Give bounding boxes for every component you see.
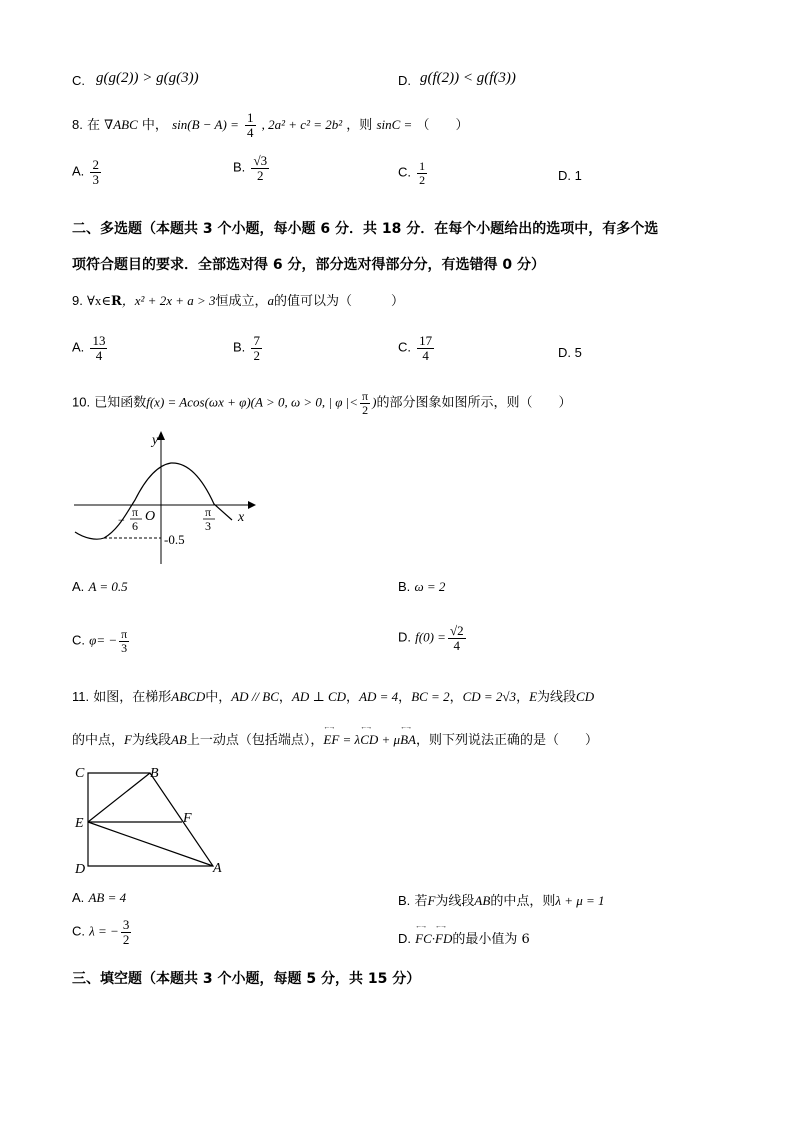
q11-label-b: B xyxy=(150,766,159,781)
q9-option-c-den: 4 xyxy=(422,347,429,363)
q8-text-mid: 中， xyxy=(141,118,168,133)
q9-option-c-label: C. xyxy=(398,339,411,355)
q10-tick1-num: π xyxy=(132,505,139,519)
q8-ask: sinC = xyxy=(376,117,413,132)
q10-tick1-sign: − xyxy=(118,513,125,527)
q10-option-b xyxy=(398,579,445,595)
q11-option-b xyxy=(398,890,605,909)
q11-vector-ef: ←→ EF xyxy=(323,732,339,748)
q10-text-a: 已知函数 xyxy=(94,395,147,411)
q11-stem-line2 xyxy=(72,729,598,748)
q8-text-post: ，则 xyxy=(346,118,373,133)
q10-option-c-pre: φ= − xyxy=(89,632,118,648)
q11-l1-g: ， xyxy=(346,690,360,705)
q11-l1-o: 为线段 xyxy=(537,690,577,705)
q8-option-a-label: A. xyxy=(72,163,85,179)
q11-l2-c: 为线段 xyxy=(131,733,171,748)
q9-option-b-den: 2 xyxy=(253,347,260,363)
q11-option-d-dot: · xyxy=(431,931,436,946)
q7-option-c-expr: g(g(2)) > g(g(3)) xyxy=(96,70,199,86)
q11-label-d: D xyxy=(75,862,86,876)
q8-fraction-denominator: 4 xyxy=(247,125,254,140)
q8-triangle: ∇ABC xyxy=(104,117,138,132)
q9-option-c-num: 17 xyxy=(419,333,433,348)
q11-option-c-pre: λ = − xyxy=(89,923,119,939)
q9-option-b xyxy=(233,334,264,362)
q11-option-a-label: A. xyxy=(72,890,85,905)
section2-heading-line1: 二、多选题（本题共 3 个小题，每小题 6 分．共 18 分．在每个小题给出的选项中，有多个选 xyxy=(72,221,659,237)
q11-number: 11. xyxy=(72,689,90,704)
q10-tick1-den: 6 xyxy=(132,519,138,533)
q8-fraction xyxy=(245,111,256,139)
q11-option-b-c: 为线段 xyxy=(435,894,475,909)
q11-option-c-den: 2 xyxy=(122,931,130,947)
q10-option-b-label: B. xyxy=(398,579,411,594)
q11-option-b-e: 的中点，则 xyxy=(490,894,556,909)
q11-option-a xyxy=(72,890,126,906)
q11-l1-d: AD // BC xyxy=(231,689,279,704)
q10-x-label: x xyxy=(238,510,245,525)
q8-option-b-num: √3 xyxy=(253,153,268,168)
q10-function: f(x) = Acos(ωx + φ)(A > 0, ω > 0, | φ |< xyxy=(146,394,359,410)
q8-option-c-label: C. xyxy=(398,164,411,180)
q9-option-b-num: 7 xyxy=(253,333,260,348)
q8-option-a-num: 2 xyxy=(92,157,99,172)
q11-l2-i: + μ xyxy=(378,732,401,747)
q9-real-set: R xyxy=(110,294,122,309)
q11-option-c xyxy=(72,918,133,946)
q8-option-a xyxy=(72,158,103,186)
q8-text-pre: 在 xyxy=(86,118,100,133)
q8-option-c-num: 1 xyxy=(419,159,426,173)
q11-option-b-a: 若 xyxy=(414,894,428,909)
q10-close: ) xyxy=(372,394,377,410)
q8-option-a-den: 3 xyxy=(92,171,99,187)
q11-l1-c: 中， xyxy=(205,690,232,705)
q10-stem xyxy=(72,390,571,416)
q11-l2-d: AB xyxy=(170,732,187,747)
q11-label-a: A xyxy=(213,861,222,876)
q8-option-c-den: 2 xyxy=(419,172,426,187)
q11-label-e: E xyxy=(75,816,84,831)
q10-option-a-text: A = 0.5 xyxy=(88,579,128,594)
q11-vector-fd: ←→ FD xyxy=(435,931,452,947)
q11-l1-l: CD = 2√3 xyxy=(462,689,517,704)
q11-label-c: C xyxy=(75,766,85,781)
q10-option-a xyxy=(72,579,128,595)
q9-inequality: ，x² + 2x + a > 3 xyxy=(121,293,216,308)
q8-condition-a: sin(B − A) = xyxy=(172,117,239,132)
q10-frac-num: π xyxy=(362,389,369,403)
q11-l2-k: ，则下列说法正确的是（ ） xyxy=(415,733,598,748)
q11-option-b-d: AB xyxy=(474,893,491,908)
q10-min-label: -0.5 xyxy=(164,532,185,547)
q10-option-d-den: 4 xyxy=(453,637,460,653)
q11-vector-fc: ←→ FC xyxy=(415,931,432,947)
q8-option-d: D. 1 xyxy=(558,168,582,183)
q10-option-d-pre: f(0) = xyxy=(415,629,446,645)
q11-stem-line1 xyxy=(72,686,594,705)
q9-option-a xyxy=(72,334,109,362)
q8-fraction-numerator: 1 xyxy=(247,110,254,126)
q8-option-b-den: 2 xyxy=(257,167,264,183)
section2-heading-line2: 项符合题目的要求．全部选对得 6 分，部分选对得部分分，有选错得 0 分） xyxy=(72,257,545,273)
q11-l1-h: AD = 4 xyxy=(359,689,399,704)
q11-l1-f: AD ⊥ CD xyxy=(291,689,347,704)
q11-trapezoid xyxy=(88,773,213,866)
q7-option-d-label: D. xyxy=(398,73,411,88)
q8-stem xyxy=(72,110,468,141)
q9-text-e: 的值可以为（ ） xyxy=(274,294,405,309)
q11-l2-e: 上一动点（包括端点）， xyxy=(186,733,324,748)
q11-option-b-f: λ + μ = 1 xyxy=(555,893,605,908)
q9-number: 9. xyxy=(72,293,83,308)
q9-var-a: a xyxy=(267,293,275,308)
q11-trapezoid-figure xyxy=(70,762,230,876)
q11-vector-ba: ←→ BA xyxy=(400,732,416,748)
q10-origin-label: O xyxy=(145,509,156,524)
q10-frac-den: 2 xyxy=(362,402,369,417)
q11-l1-a: 如图，在梯形 xyxy=(93,690,172,705)
q11-segment-ea xyxy=(88,822,213,866)
q9-text-c: 恒成立， xyxy=(215,294,268,309)
q10-number: 10. xyxy=(72,394,91,410)
q9-option-c xyxy=(398,334,436,362)
q10-x-arrow xyxy=(248,501,256,509)
q9-stem xyxy=(72,290,404,309)
q9-option-a-num: 13 xyxy=(92,333,106,348)
q8-number: 8. xyxy=(72,117,83,132)
q11-option-b-label: B. xyxy=(398,893,411,908)
q11-l1-j: BC = 2 xyxy=(411,689,450,704)
q10-option-c-label: C. xyxy=(72,632,85,648)
q11-l1-p: CD xyxy=(576,689,595,704)
q10-option-d-label: D. xyxy=(398,629,411,645)
q10-option-a-label: A. xyxy=(72,579,85,594)
q9-option-b-label: B. xyxy=(233,339,246,355)
q11-option-d xyxy=(398,928,530,947)
q9-forall: ∀x∈ xyxy=(86,293,111,308)
q9-option-a-den: 4 xyxy=(95,347,103,363)
q11-l2-b: F xyxy=(124,732,132,747)
q11-label-f: F xyxy=(183,811,192,826)
q11-option-c-num: 3 xyxy=(122,917,130,932)
q10-option-d-num: √2 xyxy=(449,623,464,638)
q11-l1-e: ， xyxy=(278,690,292,705)
q10-option-b-text: ω = 2 xyxy=(414,579,446,594)
q11-option-c-label: C. xyxy=(72,923,85,939)
q11-option-d-text: 的最小值为 6 xyxy=(452,932,530,947)
section3-heading: 三、填空题（本题共 3 个小题，每题 5 分，共 15 分） xyxy=(72,971,421,987)
q8-option-b-label: B. xyxy=(233,159,246,175)
q9-option-d: D. 5 xyxy=(558,345,582,360)
q11-l1-n: E xyxy=(529,689,538,704)
q8-condition-b: , 2a² + c² = 2b² xyxy=(261,117,343,132)
q10-cosine-graph xyxy=(70,428,260,566)
q11-l1-m: ， xyxy=(516,690,530,705)
q10-tick2-den: 3 xyxy=(205,519,211,533)
q11-l1-b: ABCD xyxy=(171,689,206,704)
q11-segment-eb xyxy=(88,773,150,822)
q10-option-d xyxy=(398,624,468,652)
q10-y-label: y xyxy=(152,433,159,448)
q10-option-c-num: π xyxy=(121,627,128,641)
q9-option-a-label: A. xyxy=(72,339,85,355)
q10-tick2-num: π xyxy=(205,505,212,519)
q8-option-b xyxy=(233,154,271,182)
q11-l1-i: ， xyxy=(398,690,412,705)
q10-option-c xyxy=(72,628,131,654)
q10-option-c-den: 3 xyxy=(121,640,128,655)
q8-paren: （ ） xyxy=(416,118,469,133)
q10-text-d: 的部分图象如图所示，则（ ） xyxy=(376,395,572,411)
q7-option-c-label: C. xyxy=(72,73,85,88)
q11-l2-a: 的中点， xyxy=(72,733,125,748)
q11-vector-cd: ←→ CD xyxy=(360,732,378,748)
q11-l1-k: ， xyxy=(449,690,463,705)
q11-l2-g: = λ xyxy=(339,732,361,747)
q11-option-d-label: D. xyxy=(398,931,411,946)
q8-option-c xyxy=(398,160,429,186)
q11-option-b-b: F xyxy=(427,893,436,908)
q7-option-d-expr: g(f(2)) < g(f(3)) xyxy=(420,70,516,86)
q11-option-a-text: AB = 4 xyxy=(88,890,127,905)
